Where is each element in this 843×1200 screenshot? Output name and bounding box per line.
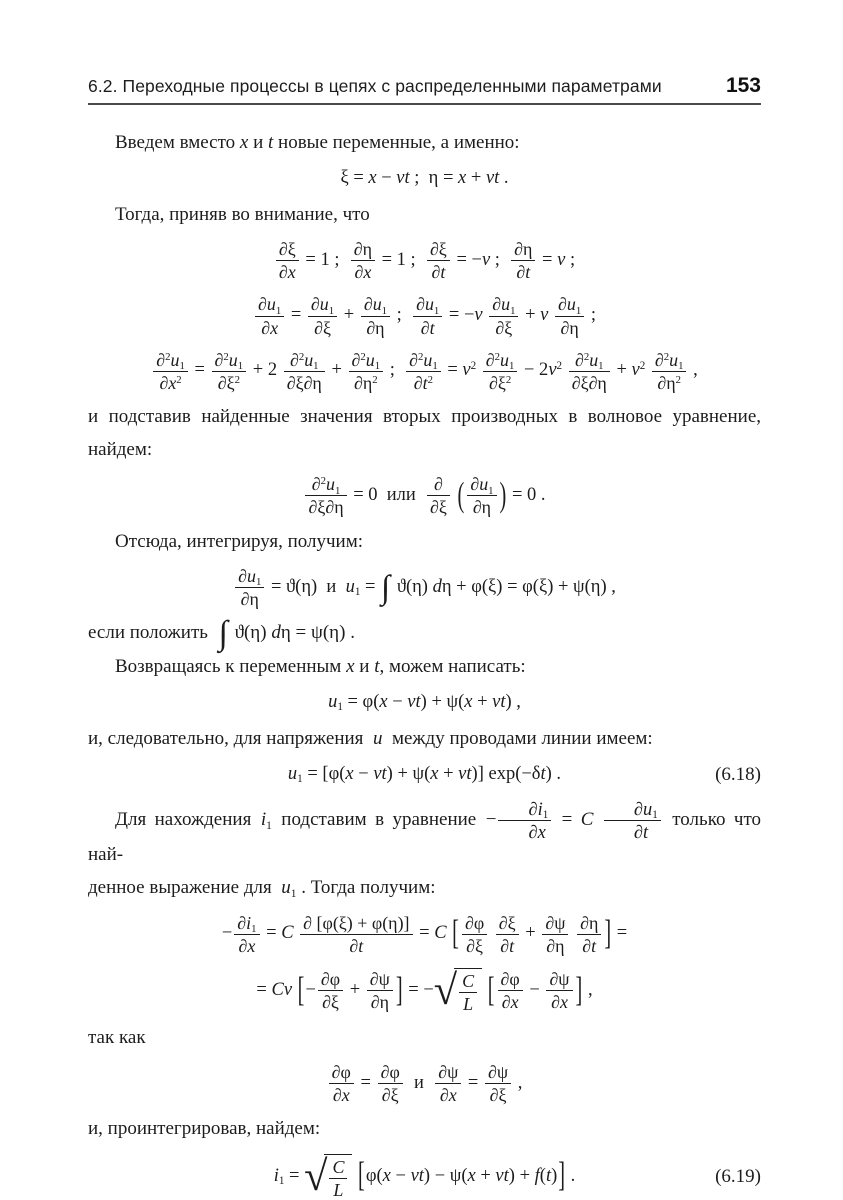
equation — [88, 1154, 761, 1200]
equation-math: $\frac{\partial^2u_1}{\partial x^2}$ = $\frac{\partial^2u_1}{\partial\xi^2}$ + 2 $\frac{\partial^2u_1}{\partial\xi\partial\eta}$ + $\frac{\partial^2u_1}{\partial\eta^2}$ ; $\frac{\partial^2u_1}{\partial t^2}$ = $v^2$ $\frac{\partial^2u_1}{\partial\xi^2}$ − $2v^2$ $\frac{\partial^2u_1}{\partial\xi\partial\eta}$ + $v^2$ $\frac{\partial^2u_1}{\partial\eta^2}$ , — [151, 360, 697, 380]
paragraph — [88, 530, 761, 554]
equation-math: = Cv [− $\frac{\partial\varphi}{\partial\xi}$ + $\frac{\partial\psi}{\partial\eta}$ ] = − √ $\frac{C}{L}$ [ $\frac{\partial\varphi}{\partial x}$ − $\frac{\partial\psi}{\partial x}$ ] , — [256, 966, 593, 1014]
paragraph — [88, 203, 761, 227]
paragraph — [88, 1117, 761, 1141]
paragraph — [88, 438, 761, 462]
equation — [88, 566, 761, 609]
equation-math: − $\frac{\partial i_1}{\partial x}$ = C $\frac{\partial [\varphi(\xi) + \varphi(\eta)]}{\partial t}$ = C [ $\frac{\partial\varphi}{\partial\xi}$ $\frac{\partial\xi}{\partial t}$ + $\frac{\partial\psi}{\partial\eta}$ $\frac{\partial\eta}{\partial t}$ ] = — [221, 912, 628, 956]
paragraph-text: Для нахождения $i_1$ подставим в уравнение − $\frac{\partial i_1}{\partial x}$ = C $\frac{\partial u_1}{\partial t}$ только что най- — [88, 798, 761, 865]
section-title: 6.2. Переходные процессы в цепях с распределенными параметрами — [88, 76, 662, 96]
equation-number: (6.18) — [715, 763, 761, 785]
paragraph-text: найдем: — [88, 439, 153, 461]
paragraph-text: если положить ∫ ϑ(η) dη = ψ(η) . — [88, 614, 355, 652]
equation — [88, 968, 761, 1014]
paragraph — [88, 799, 761, 868]
paragraph-text: Тогда, приняв во внимание, что — [115, 203, 370, 225]
page-content — [88, 131, 761, 1200]
paragraph-text: так как — [88, 1026, 146, 1048]
paragraph-text: и, проинтегрировав, найдем: — [88, 1118, 321, 1140]
equation — [88, 474, 761, 517]
paragraph — [88, 655, 761, 679]
equation-math: $i_1$ = √ $\frac{C}{L}$ [φ(x − vt) − ψ(x + vt) + f(t)] . — [273, 1152, 576, 1200]
paragraph-text: Введем вместо x и t новые переменные, а именно: — [115, 132, 520, 153]
paragraph — [88, 131, 761, 155]
equation — [88, 913, 761, 956]
page-header — [88, 74, 761, 105]
paragraph — [88, 727, 761, 751]
equation-math: $u_1 = [\varphi(x - vt) + \psi(x + vt)]$ exp(−δt) . — [287, 763, 562, 786]
paragraph-text: и подставив найденные значения вторых производных в волновое уравнение, — [88, 405, 761, 427]
equation-math: ξ = x − vt ; η = x + vt . — [340, 168, 509, 189]
equation — [88, 763, 761, 787]
paragraph — [88, 1026, 761, 1050]
equation-math: $\frac{\partial\varphi}{\partial x}$ = $\frac{\partial\varphi}{\partial\xi}$ и $\frac{\partial\psi}{\partial x}$ = $\frac{\partial\psi}{\partial\xi}$ , — [327, 1073, 523, 1093]
paragraph-text: денное выражение для $u_1$ . Тогда получим: — [88, 877, 436, 900]
paragraph-text: Возвращаясь к переменным x и t, можем написать: — [115, 655, 526, 677]
paragraph — [88, 614, 761, 652]
equation — [88, 167, 761, 191]
equation-math: $\frac{\partial u_1}{\partial x}$ = $\frac{\partial u_1}{\partial\xi}$ + $\frac{\partial u_1}{\partial\eta}$ ; $\frac{\partial u_1}{\partial t}$ = −v $\frac{\partial u_1}{\partial\xi}$ + v $\frac{\partial u_1}{\partial\eta}$ ; — [253, 305, 596, 325]
equation-math: $\frac{\partial u_1}{\partial\eta}$ = ϑ(η) и $u_1$ = ∫ ϑ(η) dη + φ(ξ) = φ(ξ) + ψ(η) , — [233, 577, 616, 597]
equation-number: (6.19) — [715, 1165, 761, 1187]
paragraph-text: Отсюда, интегрируя, получим: — [115, 530, 363, 552]
equation — [88, 1062, 761, 1105]
equation-math: $\frac{\partial^2u_1}{\partial\xi\partial\eta}$ = 0 или ∂ ∂ξ ( $\frac{\partial u_1}{\partial\eta}$ ) = 0 . — [303, 485, 545, 505]
page-number: 153 — [725, 74, 761, 97]
equation-math: $\frac{\partial\xi}{\partial x}$ = 1 ; $\frac{\partial\eta}{\partial x}$ = 1 ; $\frac{\partial\xi}{\partial t}$ = −v ; $\frac{\partial\eta}{\partial t}$ = v ; — [274, 250, 575, 270]
equation — [88, 239, 761, 282]
equation — [88, 350, 761, 393]
equation — [88, 691, 761, 715]
paragraph — [88, 876, 761, 900]
equation — [88, 294, 761, 337]
paragraph-text: и, следовательно, для напряжения u между проводами линии имеем: — [88, 727, 653, 749]
paragraph — [88, 405, 761, 429]
equation-math: $u_1 = \varphi(x - vt) + \psi(x + vt)$ , — [328, 691, 521, 714]
